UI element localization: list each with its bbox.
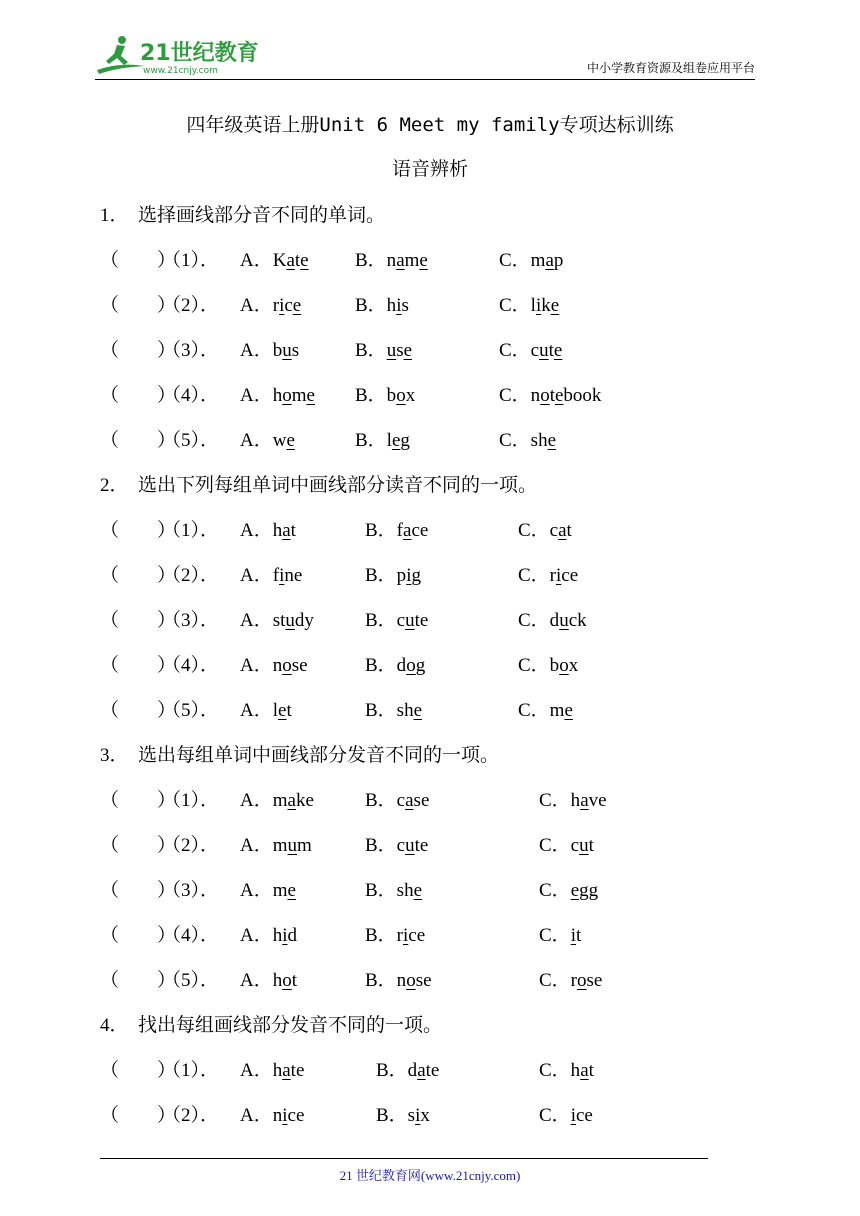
option-c <box>518 695 573 722</box>
option-c <box>539 830 594 857</box>
question-item <box>100 605 700 633</box>
answer-blank[interactable]: （ ） <box>100 250 177 271</box>
word-part: A．r <box>240 295 280 316</box>
word-part: C．m <box>518 700 565 721</box>
question-item <box>100 920 700 948</box>
word-part: d <box>287 925 298 946</box>
answer-blank[interactable]: （ ） <box>100 790 177 811</box>
option-b <box>365 830 428 857</box>
option-c <box>539 920 581 947</box>
word-part: C．m <box>499 250 546 271</box>
underlined-letters: o <box>282 970 292 991</box>
question-item <box>100 245 700 273</box>
question-item <box>100 335 700 363</box>
word-part: A．w <box>240 430 287 451</box>
word-part: A．h <box>240 925 283 946</box>
question-item <box>100 785 700 813</box>
footer-divider <box>100 1158 708 1159</box>
word-part: t <box>575 925 582 946</box>
svg-text:21世纪教育: 21世纪教育 <box>140 41 259 66</box>
question-item <box>100 830 700 858</box>
word-part: t <box>588 1060 594 1081</box>
question-item <box>100 1055 700 1083</box>
underlined-letters: i <box>406 565 412 586</box>
word-part: C． <box>539 1105 571 1126</box>
item-number: （5）． <box>162 430 220 451</box>
word-part: m <box>291 385 307 406</box>
svg-text:www.21cnjy.com: www.21cnjy.com <box>143 66 218 76</box>
word-part: B．n <box>355 250 397 271</box>
word-part: g <box>411 565 421 586</box>
word-part: B．c <box>365 835 406 856</box>
underlined-letters: e <box>413 700 423 721</box>
word-part: A．h <box>240 385 283 406</box>
word-part: g <box>400 430 410 451</box>
underlined-letters: a <box>396 250 405 271</box>
option-c <box>518 515 572 542</box>
option-b <box>376 1100 430 1127</box>
word-part: ke <box>295 790 314 811</box>
underlined-letters: i <box>282 1105 288 1126</box>
underlined-letters: o <box>577 970 587 991</box>
option-c <box>518 605 587 632</box>
word-part: s <box>401 295 409 316</box>
option-b <box>376 1055 439 1082</box>
word-part: ce <box>408 925 426 946</box>
underlined-letters: a <box>282 1060 291 1081</box>
item-number: （4）． <box>162 925 220 946</box>
item-number: （5）． <box>162 970 220 991</box>
question-number: 4． <box>100 1015 129 1036</box>
underlined-letters: e <box>278 700 287 721</box>
word-part: A．m <box>240 835 288 856</box>
word-part: gg <box>579 880 599 901</box>
item-number: （1）． <box>162 1060 220 1081</box>
underlined-letters: i <box>279 565 285 586</box>
word-part: A．h <box>240 520 283 541</box>
word-part: t <box>588 835 594 856</box>
word-part: B．p <box>365 565 407 586</box>
underlined-letters: a <box>287 790 296 811</box>
answer-blank[interactable]: （ ） <box>100 1105 177 1126</box>
word-part: C．h <box>539 790 581 811</box>
option-a <box>240 245 309 272</box>
word-part: C．d <box>518 610 560 631</box>
answer-blank[interactable]: （ ） <box>100 835 177 856</box>
word-part: B．c <box>365 610 406 631</box>
question-instruction: 选择画线部分音不同的单词。 <box>138 204 386 226</box>
option-b <box>365 965 432 992</box>
word-part: c <box>284 295 293 316</box>
option-a <box>240 875 296 902</box>
option-a <box>240 650 308 677</box>
word-part: C．r <box>539 970 578 991</box>
underlined-letters: e <box>547 430 557 451</box>
question-heading <box>100 1010 442 1037</box>
underlined-letters: a <box>580 790 589 811</box>
question-heading <box>100 200 385 227</box>
item-number: （5）． <box>162 700 220 721</box>
option-a <box>240 1100 304 1127</box>
item-number: （2）． <box>162 565 220 586</box>
word-part: ve <box>588 790 607 811</box>
option-b <box>365 650 425 677</box>
underlined-letters: i <box>535 295 542 316</box>
underlined-letters: a <box>403 520 412 541</box>
word-part: t <box>566 520 572 541</box>
item-number: （4）． <box>162 655 220 676</box>
option-a <box>240 785 314 812</box>
option-b <box>365 605 428 632</box>
word-part: A．m <box>240 790 288 811</box>
underlined-letters: o <box>406 970 416 991</box>
option-b <box>365 560 421 587</box>
word-part: A．h <box>240 970 283 991</box>
word-part: ce <box>411 520 429 541</box>
item-number: （3）． <box>162 340 220 361</box>
word-part: A．b <box>240 340 283 361</box>
question-heading <box>100 470 537 497</box>
word-part: te <box>425 1060 440 1081</box>
word-part: B．d <box>365 655 407 676</box>
option-c <box>539 785 607 812</box>
word-part: e <box>306 385 315 406</box>
word-part: B．h <box>355 295 397 316</box>
underlined-letters: u <box>405 835 415 856</box>
word-part: B．d <box>376 1060 418 1081</box>
question-item <box>100 695 700 723</box>
word-part: C．n <box>499 385 541 406</box>
option-c <box>539 875 598 902</box>
word-part: C．h <box>539 1060 581 1081</box>
underlined-letters: i <box>570 925 576 946</box>
answer-blank[interactable]: （ ） <box>100 610 177 631</box>
item-number: （1）． <box>162 250 220 271</box>
option-c <box>539 965 602 992</box>
word-part: e <box>553 340 563 361</box>
underlined-letters: a <box>580 1060 589 1081</box>
answer-blank[interactable]: （ ） <box>100 385 177 406</box>
runner-icon <box>97 36 145 74</box>
word-part: e <box>300 250 309 271</box>
answer-blank[interactable]: （ ） <box>100 1060 177 1081</box>
word-part: t <box>548 340 554 361</box>
word-part: A．n <box>240 1105 283 1126</box>
option-b <box>355 290 409 317</box>
underlined-letters: o <box>559 655 569 676</box>
page-title: 四年级英语上册Unit 6 Meet my family专项达标训练 <box>186 114 674 136</box>
question-instruction: 选出下列每组单词中画线部分读音不同的一项。 <box>138 474 538 496</box>
question-number: 3． <box>100 745 129 766</box>
option-c <box>518 560 578 587</box>
word-part: A．st <box>240 610 286 631</box>
option-c <box>499 380 601 407</box>
question-item <box>100 1100 700 1128</box>
option-a <box>240 830 312 857</box>
underlined-letters: u <box>285 610 295 631</box>
word-part: A．f <box>240 565 280 586</box>
item-number: （3）． <box>162 880 220 901</box>
word-part: t <box>290 520 296 541</box>
word-part: se <box>291 655 308 676</box>
question-instruction: 选出每组单词中画线部分发音不同的一项。 <box>138 744 500 766</box>
option-a <box>240 290 301 317</box>
word-part: book <box>563 385 602 406</box>
underlined-letters: i <box>279 295 285 316</box>
option-c <box>499 290 559 317</box>
word-part: x <box>420 1105 430 1126</box>
question-item <box>100 380 700 408</box>
answer-blank[interactable]: （ ） <box>100 970 177 991</box>
question-item <box>100 650 700 678</box>
word-part: p <box>553 250 564 271</box>
word-part: e <box>419 250 428 271</box>
word-part: C． <box>539 880 571 901</box>
question-item <box>100 425 700 453</box>
underlined-letters: i <box>396 295 402 316</box>
word-part: B．c <box>365 790 406 811</box>
underlined-letters: a <box>558 520 567 541</box>
header-tagline: 中小学教育资源及组卷应用平台 <box>586 61 755 75</box>
option-a <box>240 515 296 542</box>
word-part: m <box>404 250 420 271</box>
word-part: B．r <box>365 925 404 946</box>
underlined-letters: e <box>391 430 401 451</box>
page-subtitle: 语音辨析 <box>391 158 468 180</box>
word-part: t <box>286 700 292 721</box>
underlined-letters: o <box>540 385 550 406</box>
option-c <box>499 245 563 272</box>
item-number: （2）． <box>162 295 220 316</box>
word-part: A．l <box>240 700 279 721</box>
option-b <box>365 920 425 947</box>
word-part: e <box>550 295 560 316</box>
underlined-letters: o <box>406 655 416 676</box>
word-part: dy <box>294 610 314 631</box>
question-item <box>100 965 700 993</box>
underlined-letters: a <box>286 250 295 271</box>
word-part: B．l <box>355 430 392 451</box>
word-part: A．h <box>240 1060 283 1081</box>
word-part: C．c <box>499 340 540 361</box>
option-c <box>518 650 578 677</box>
underlined-letters: u <box>282 340 292 361</box>
word-part: se <box>415 970 432 991</box>
option-b <box>365 875 422 902</box>
option-c <box>499 335 562 362</box>
underlined-letters: i <box>415 1105 421 1126</box>
option-c <box>539 1055 594 1082</box>
answer-blank[interactable]: （ ） <box>100 925 177 946</box>
underlined-letters: u <box>539 340 549 361</box>
word-part: e <box>292 295 302 316</box>
question-number: 2． <box>100 475 129 496</box>
underlined-letters: o <box>396 385 406 406</box>
underlined-letters: e <box>413 880 423 901</box>
item-number: （2）． <box>162 1105 220 1126</box>
word-part: t <box>549 385 555 406</box>
word-part: C．c <box>518 520 559 541</box>
page-header <box>95 34 755 80</box>
underlined-letters: i <box>570 1105 576 1126</box>
option-b <box>355 335 412 362</box>
word-part: ne <box>284 565 303 586</box>
question-heading <box>100 740 499 767</box>
answer-blank[interactable]: （ ） <box>100 655 177 676</box>
word-part: C．c <box>539 835 580 856</box>
word-part: B．s <box>376 1105 416 1126</box>
option-b <box>365 785 429 812</box>
word-part: B．n <box>365 970 407 991</box>
option-b <box>355 425 410 452</box>
option-a <box>240 605 314 632</box>
word-part: ce <box>575 1105 593 1126</box>
word-part: e <box>403 340 413 361</box>
page-footer: 21 世纪教育网(www.21cnjy.com) <box>339 1168 521 1183</box>
item-number: （1）． <box>162 520 220 541</box>
word-part: t <box>291 970 298 991</box>
word-part: ck <box>568 610 587 631</box>
word-part: e <box>554 385 564 406</box>
answer-blank[interactable]: （ ） <box>100 880 177 901</box>
item-number: （2）． <box>162 835 220 856</box>
word-part: te <box>414 610 429 631</box>
answer-blank[interactable]: （ ） <box>100 565 177 586</box>
word-part: A．K <box>240 250 287 271</box>
word-part: B．sh <box>365 880 414 901</box>
answer-blank[interactable]: （ ） <box>100 430 177 451</box>
word-part: te <box>290 1060 305 1081</box>
word-part: C．r <box>518 565 557 586</box>
question-item <box>100 560 700 588</box>
word-part: C．b <box>518 655 560 676</box>
underlined-letters: a <box>282 520 291 541</box>
underlined-letters: u <box>559 610 569 631</box>
item-number: （3）． <box>162 610 220 631</box>
underlined-letters: o <box>282 385 292 406</box>
word-part: s <box>396 340 404 361</box>
underlined-letters: u <box>405 610 415 631</box>
option-a <box>240 380 315 407</box>
word-part: A．m <box>240 880 288 901</box>
option-c <box>499 425 556 452</box>
option-b <box>365 695 422 722</box>
option-a <box>240 920 297 947</box>
underlined-letters: e <box>570 880 580 901</box>
underlined-letters: e <box>564 700 573 721</box>
item-number: （1）． <box>162 790 220 811</box>
answer-blank[interactable]: （ ） <box>100 700 177 721</box>
word-part: se <box>413 790 430 811</box>
word-part: ce <box>287 1105 305 1126</box>
word-part: g <box>415 655 426 676</box>
word-part: x <box>405 385 416 406</box>
question-instruction: 找出每组画线部分发音不同的一项。 <box>138 1014 443 1036</box>
question-item <box>100 875 700 903</box>
word-part: m <box>297 835 312 856</box>
word-part: ce <box>561 565 579 586</box>
word-part: B．f <box>365 520 404 541</box>
word-part: C． <box>539 925 571 946</box>
answer-blank[interactable]: （ ） <box>100 295 177 316</box>
word-part: x <box>568 655 579 676</box>
underlined-letters: i <box>282 925 288 946</box>
question-number: 1． <box>100 205 129 226</box>
question-item <box>100 290 700 318</box>
word-part: s <box>291 340 300 361</box>
underlined-letters: i <box>403 925 409 946</box>
underlined-letters: a <box>405 790 414 811</box>
option-a <box>240 335 299 362</box>
answer-blank[interactable]: （ ） <box>100 520 177 541</box>
logo <box>95 34 265 76</box>
option-a <box>240 1055 304 1082</box>
answer-blank[interactable]: （ ） <box>100 340 177 361</box>
underlined-letters: o <box>282 655 292 676</box>
word-part: A．n <box>240 655 283 676</box>
word-part: se <box>586 970 603 991</box>
underlined-letters: a <box>545 250 554 271</box>
word-part: t <box>294 250 301 271</box>
option-b <box>365 515 428 542</box>
underlined-letters: a <box>417 1060 426 1081</box>
option-a <box>240 425 295 452</box>
option-a <box>240 695 292 722</box>
question-item <box>100 515 700 543</box>
underlined-letters: e <box>287 880 296 901</box>
word-part: B．b <box>355 385 397 406</box>
option-a <box>240 965 297 992</box>
option-c <box>539 1100 593 1127</box>
item-number: （4）． <box>162 385 220 406</box>
word-part: te <box>414 835 429 856</box>
option-b <box>355 380 415 407</box>
underlined-letters: i <box>556 565 562 586</box>
word-part: k <box>541 295 551 316</box>
word-part: C．l <box>499 295 536 316</box>
option-a <box>240 560 302 587</box>
word-part: B． <box>355 340 387 361</box>
word-part: B．sh <box>365 700 414 721</box>
underlined-letters: e <box>286 430 295 451</box>
underlined-letters: u <box>287 835 298 856</box>
option-b <box>355 245 428 272</box>
word-part: C．sh <box>499 430 548 451</box>
underlined-letters: u <box>386 340 397 361</box>
underlined-letters: u <box>579 835 589 856</box>
